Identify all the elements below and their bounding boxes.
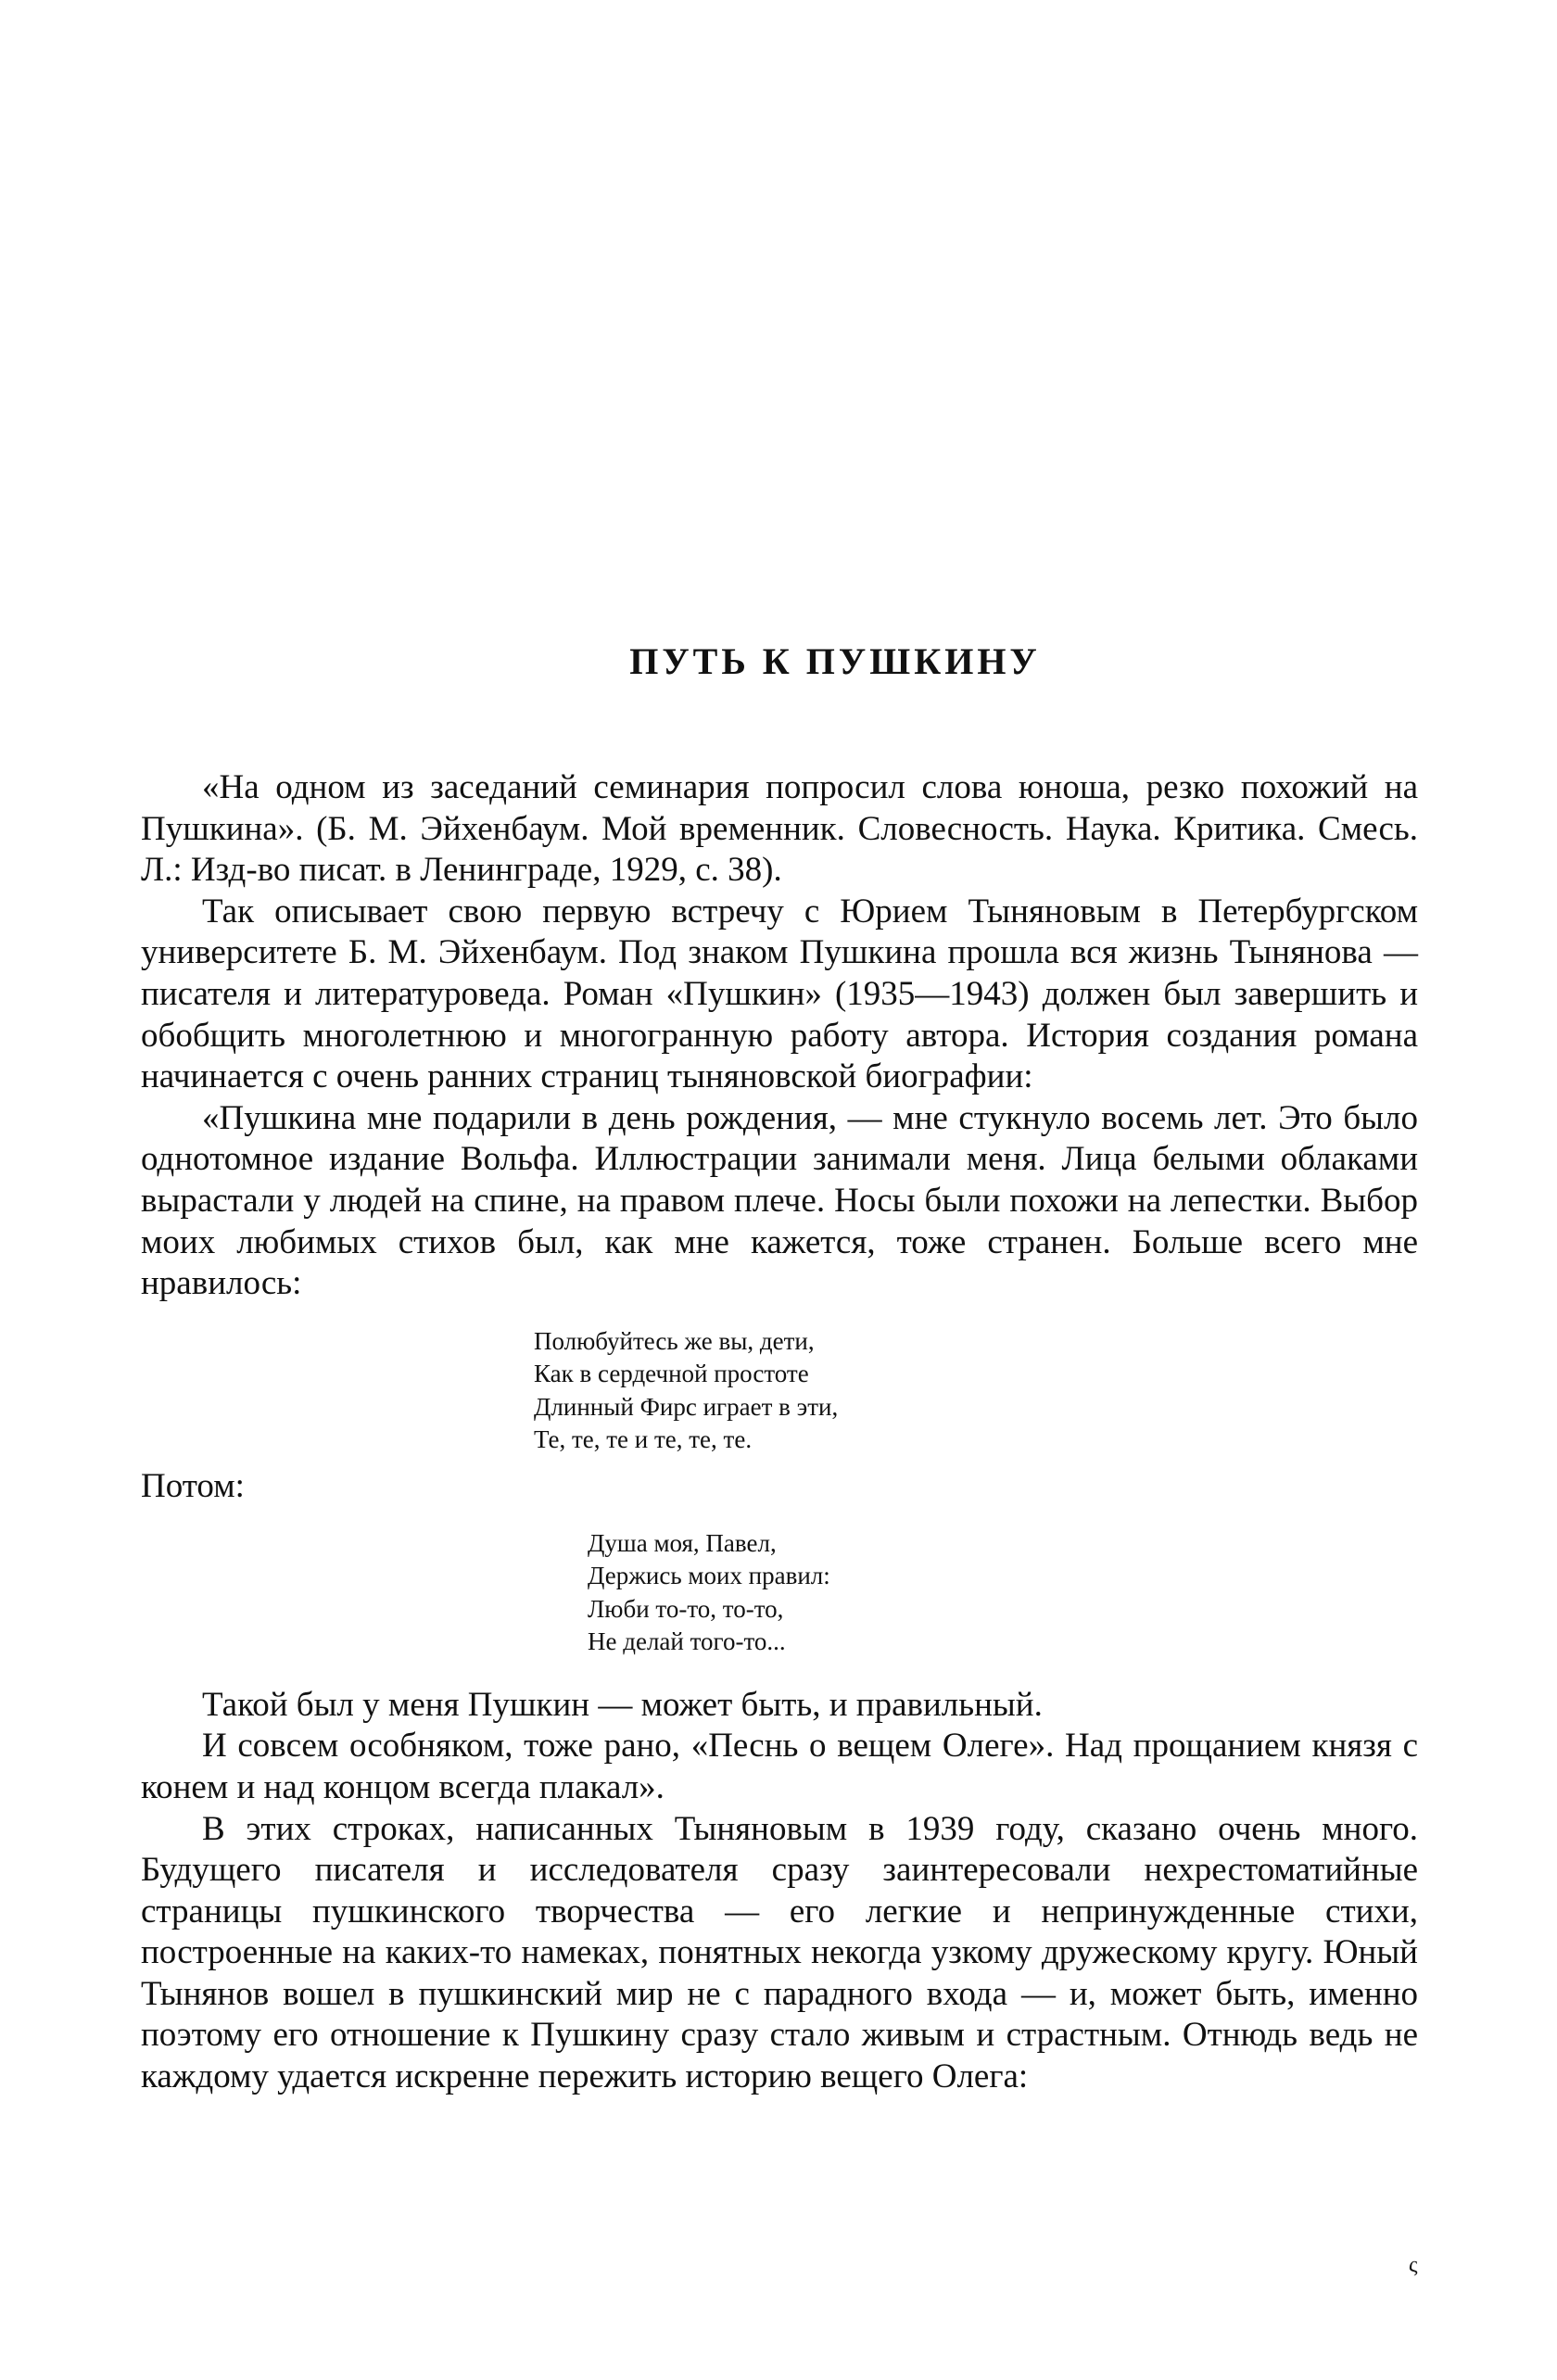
verse-line: Те, те, те и те, те, те. <box>534 1425 753 1454</box>
verse-line: Душа моя, Павел, <box>588 1528 777 1557</box>
paragraph-oleg: И совсем особняком, тоже рано, «Песнь о вещем Олеге». Над прощанием князя с конем и над концом всегда плакал». <box>141 1727 1418 1806</box>
paragraph-epigraph: «На одном из заседаний семинария попросил слова юноша, резко похожий на Пушкина». (Б. М. Эйхенбаум. Мой временник. Словесность. Наука. Критика. Смесь. Л.: Изд-во писат. в Ленинграде, 1929, с. 38). <box>141 768 1418 890</box>
verse-line: Как в сердечной простоте <box>534 1360 809 1388</box>
verse-line: Длинный Фирс играет в эти, <box>534 1392 839 1421</box>
page-title: ПУТЬ К ПУШКИНУ <box>629 640 1041 682</box>
paragraph-analysis: В этих строках, написанных Тыняновым в 1939 году, сказано очень много. Будущего писателя и исследователя сразу заинтересовали нехрестоматийные страницы пушкинского творчества — его легкие и непринужденные стихи, построенные на каких-то намеках, понятных некогда узкому дружескому кругу. Юный Тынянов вошел в пушкинский мир не с парадного входа — и, может быть, именно поэтому его отношение к Пушкину сразу стало живым и страстным. Отнюдь ведь не каждому удается искренне пережить историю вещего Олега: <box>141 1809 1418 2096</box>
verse-line: Люби то-то, то-то, <box>588 1594 784 1623</box>
paragraph-pushkin: Такой был у меня Пушкин — может быть, и правильный. <box>202 1685 1043 1724</box>
verse-line: Не делай того-то... <box>588 1627 786 1656</box>
paragraph-quote-start: «Пушкина мне подарили в день рождения, — мне стукнуло восемь лет. Это было однотомное издание Вольфа. Иллюстрации занимали меня. Лица белыми облаками вырастали у людей на спине, на правом плече. Носы были похожи на лепестки. Выбор моих любимых стихов был, как мне кажется, тоже странен. Больше всего мне нравилось: <box>141 1098 1418 1303</box>
verse-block-1 <box>534 1325 1418 1457</box>
corner-mark: ς <box>1409 2253 1418 2277</box>
verse-block-2 <box>588 1527 1418 1659</box>
potom-label: Потом: <box>141 1466 245 1505</box>
verse-line: Полюбуйтесь же вы, дети, <box>534 1326 815 1355</box>
page-content <box>141 639 1418 2098</box>
verse-line: Держись моих правил: <box>588 1562 830 1590</box>
paragraph-intro: Так описывает свою первую встречу с Юрием Тыняновым в Петербургском университете Б. М. Эйхенбаум. Под знаком Пушкина прошла вся жизнь Тынянова — писателя и литературоведа. Роман «Пушкин» (1935—1943) должен был завершить и обобщить многолетнюю и многогранную работу автора. История создания романа начинается с очень ранних страниц тыняновской биографии: <box>141 892 1418 1096</box>
